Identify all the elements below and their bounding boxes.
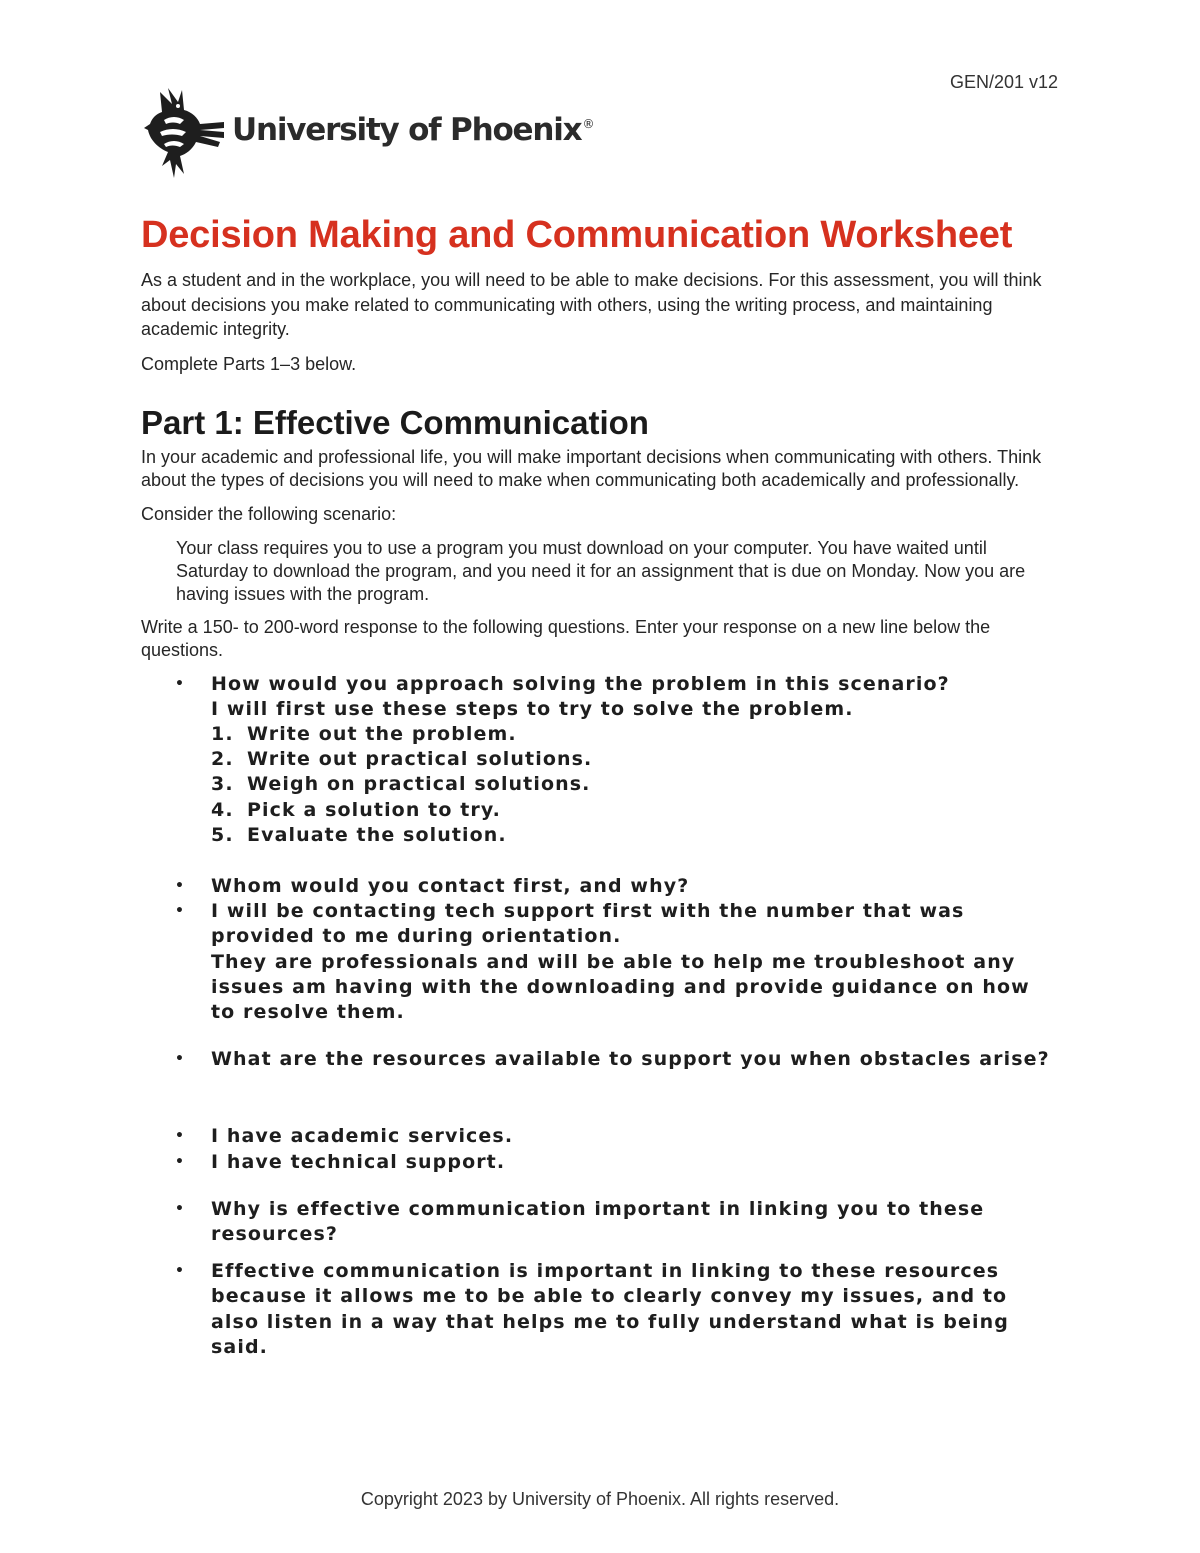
- bullet-icon: •: [175, 675, 186, 692]
- step-item: [211, 722, 1059, 747]
- registered-mark: ®: [582, 117, 594, 131]
- bullet-icon: •: [175, 1153, 186, 1170]
- step-text: Write out the problem.: [247, 722, 517, 745]
- logo-wordmark: [232, 112, 593, 148]
- copyright-footer: Copyright 2023 by University of Phoenix. All rights reserved.: [360, 1489, 840, 1509]
- answer-2-line-2: They are professionals and will be able to help me troubleshoot any issues am having with the downloading and provide guidance on how to resolve them.: [211, 950, 1030, 1023]
- bullet-icon: •: [175, 877, 186, 894]
- page-title: Decision Making and Communication Worksheet: [141, 214, 1013, 256]
- step-number: 1.: [211, 722, 234, 745]
- bullet-icon: •: [175, 1263, 186, 1280]
- step-text: Weigh on practical solutions.: [247, 773, 591, 796]
- part1-heading: Part 1: Effective Communication: [141, 404, 649, 441]
- answer-1-steps: [211, 722, 1059, 848]
- list-item-q4: [141, 1197, 1059, 1247]
- step-item: [211, 747, 1059, 772]
- instructions-text: Complete Parts 1–3 below.: [141, 353, 357, 374]
- question-list: [141, 672, 1059, 1360]
- intro-paragraph: As a student and in the workplace, you will need to be able to make decisions. For this assessment, you will think about decisions you make related to communicating with others, using the writing process, and maintaining academic integrity.: [141, 270, 1042, 339]
- list-item-a4: [141, 1259, 1059, 1360]
- logo-text: University of Phoenix: [232, 112, 582, 148]
- bullet-icon: •: [175, 1200, 186, 1217]
- step-item: [211, 823, 1059, 848]
- list-item-q3: [141, 1047, 1059, 1072]
- step-text: Write out practical solutions.: [247, 748, 593, 771]
- step-number: 5.: [211, 823, 234, 846]
- list-item-q2: [141, 874, 1059, 899]
- step-number: 2.: [211, 748, 234, 771]
- answer-2-line-1: I will be contacting tech support first with the number that was provided to me during orientation.: [211, 900, 965, 948]
- scenario-label: Consider the following scenario:: [141, 504, 397, 524]
- question-1: How would you approach solving the problem in this scenario?: [211, 672, 950, 695]
- answer-3-item: I have academic services.: [211, 1125, 514, 1148]
- question-4: Why is effective communication important in linking you to these resources?: [211, 1197, 985, 1245]
- step-item: [211, 798, 1059, 823]
- phoenix-bird-icon: [140, 84, 226, 180]
- course-code: GEN/201 v12: [949, 72, 1058, 92]
- list-item-a2: [141, 899, 1059, 1025]
- bullet-icon: •: [175, 1051, 186, 1068]
- step-text: Evaluate the solution.: [247, 823, 507, 846]
- university-logo: [140, 82, 594, 182]
- worksheet-content: [141, 210, 1059, 1360]
- question-3: What are the resources available to support you when obstacles arise?: [211, 1048, 1050, 1071]
- step-number: 3.: [211, 773, 234, 796]
- response-prompt: Write a 150- to 200-word response to the following questions. Enter your response on a new line below the questions.: [141, 616, 991, 660]
- step-number: 4.: [211, 798, 234, 821]
- answer-1-intro: I will first use these steps to try to solve the problem.: [211, 697, 854, 720]
- scenario-text: Your class requires you to use a program you must download on your computer. You have waited until Saturday to download the program, and you need it for an assignment that is due on Monday. Now you are having issues with the program.: [176, 537, 1026, 604]
- question-2: Whom would you contact first, and why?: [211, 874, 690, 897]
- step-item: [211, 772, 1059, 797]
- list-item-q1: [141, 672, 1059, 848]
- part1-intro: In your academic and professional life, you will make important decisions when communicating with others. Think about the types of decisions you will need to make when communicating both academically and professionally.: [141, 447, 1042, 490]
- list-item-a3-2: [141, 1150, 1059, 1175]
- answer-3-item: I have technical support.: [211, 1150, 506, 1173]
- list-item-a3-1: [141, 1124, 1059, 1149]
- bullet-icon: •: [175, 1128, 186, 1145]
- bullet-icon: •: [175, 903, 186, 920]
- answer-4: Effective communication is important in linking to these resources because it allows me to be able to clearly convey my issues, and to also listen in a way that helps me to fully understand what is being said.: [211, 1260, 1009, 1358]
- step-text: Pick a solution to try.: [247, 798, 501, 821]
